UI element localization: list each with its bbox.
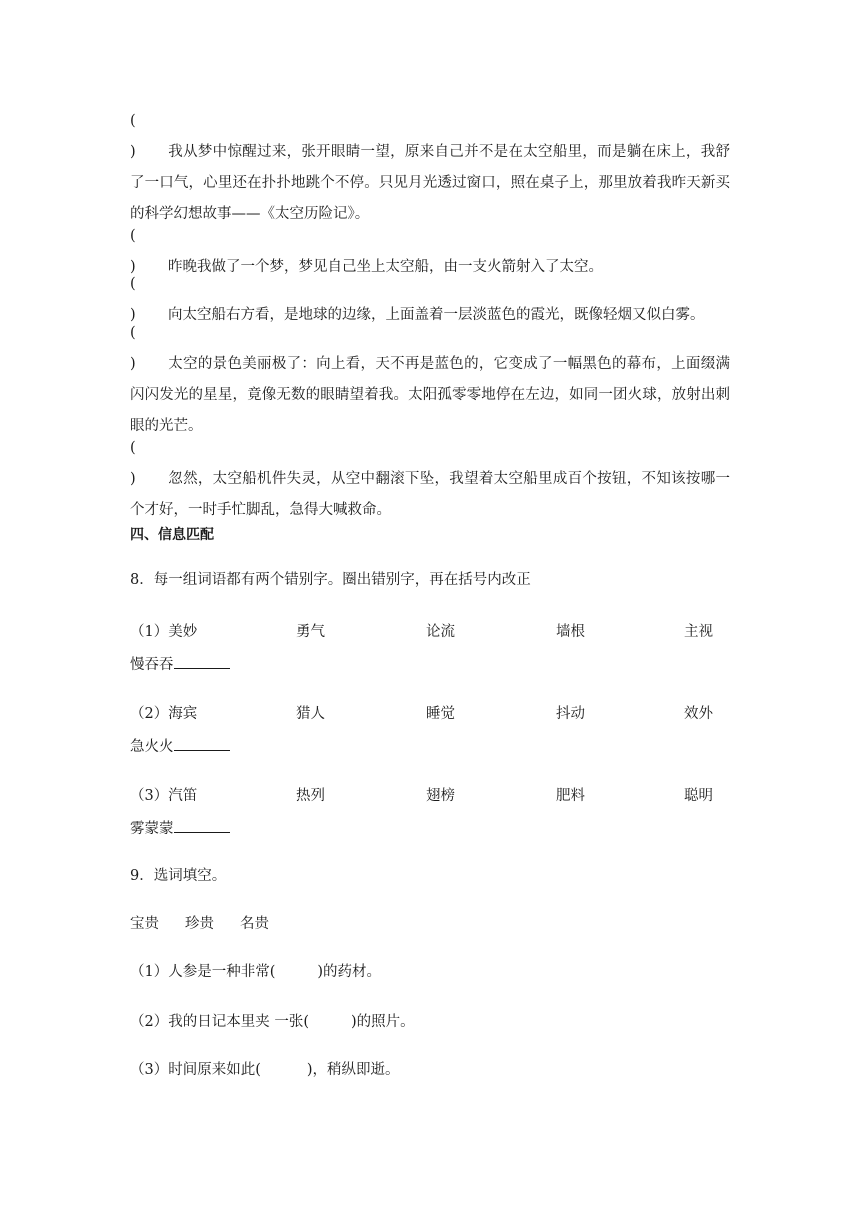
word-choice[interactable]: 名贵 (240, 916, 269, 932)
word[interactable]: 抖动 (556, 706, 585, 722)
answer-blank[interactable] (174, 816, 230, 833)
question-9-prompt: 9．选词填空。 (130, 868, 227, 884)
word[interactable]: 急火火 (130, 739, 174, 755)
answer-paren[interactable]: () (130, 276, 136, 323)
ordering-item (130, 433, 730, 526)
word-choice[interactable]: 宝贵 (130, 916, 159, 932)
word[interactable]: 雾蒙蒙 (130, 821, 174, 837)
word[interactable]: 猎人 (296, 706, 325, 722)
word-group-1 (130, 620, 730, 642)
answer-paren[interactable]: () (130, 228, 136, 275)
ordering-item-text: 向太空船右方看，是地球的边缘，上面盖着一层淡蓝色的霞光，既像轻烟又似白雾。 (168, 307, 705, 323)
answer-paren[interactable]: () (130, 325, 136, 372)
ordering-item-text: 昨晚我做了一个梦，梦见自己坐上太空船，由一支火箭射入了太空。 (168, 259, 603, 275)
section-heading: 四、信息匹配 (130, 527, 214, 543)
word[interactable]: 主视 (684, 624, 713, 640)
word-group-2 (130, 702, 730, 724)
ordering-item-text: 太空的景色美丽极了：向上看，天不再是蓝色的，它变成了一幅黑色的幕布，上面缀满闪闪发光的星星，竟像无数的眼睛望着我。太阳孤零零地停在左边，如同一团火球，放射出刺眼的光芒。 (130, 356, 730, 434)
word[interactable]: （3）汽笛 (130, 788, 198, 804)
ordering-item (130, 106, 730, 230)
fill-item-3: （3）时间原来如此( )，稍纵即逝。 (130, 1062, 400, 1078)
ordering-item-text: 忽然，太空船机件失灵，从空中翻滚下坠，我望着太空船里成百个按钮，不知该按哪一个才好，一时手忙脚乱，急得大喊救命。 (130, 471, 730, 518)
word[interactable]: 热列 (296, 788, 325, 804)
ordering-item-text: 我从梦中惊醒过来，张开眼睛一望，原来自己并不是在太空船里，而是躺在床上，我舒了一口气，心里还在扑扑地跳个不停。只见月光透过窗口，照在桌子上，那里放着我昨天新买的科学幻想故事——《太空历险记》。 (130, 144, 730, 222)
answer-blank[interactable] (174, 652, 230, 669)
ordering-item (130, 318, 730, 442)
word[interactable]: 论流 (426, 624, 455, 640)
fill-item-2: （2）我的日记本里夹 一张( )的照片。 (130, 1014, 415, 1030)
word-group-2-last (130, 734, 230, 756)
word[interactable]: 睡觉 (426, 706, 455, 722)
answer-blank[interactable] (174, 734, 230, 751)
word[interactable]: （2）海宾 (130, 706, 198, 722)
word[interactable]: 翅榜 (426, 788, 455, 804)
word-group-3 (130, 784, 730, 806)
word[interactable]: 勇气 (296, 624, 325, 640)
word-group-3-last (130, 816, 230, 838)
word[interactable]: 效外 (684, 706, 713, 722)
question-8-prompt: 8．每一组词语都有两个错别字。圈出错别字，再在括号内改正 (130, 572, 531, 588)
word-choices (130, 912, 295, 933)
word-group-1-last (130, 652, 230, 674)
word[interactable]: （1）美妙 (130, 624, 198, 640)
fill-item-1: （1）人参是一种非常( )的药材。 (130, 964, 382, 980)
word[interactable]: 肥料 (556, 788, 585, 804)
word[interactable]: 聪明 (684, 788, 713, 804)
word[interactable]: 慢吞吞 (130, 657, 174, 673)
word-choice[interactable]: 珍贵 (185, 916, 214, 932)
answer-paren[interactable]: () (130, 440, 136, 487)
word[interactable]: 墙根 (556, 624, 585, 640)
answer-paren[interactable]: () (130, 113, 136, 160)
